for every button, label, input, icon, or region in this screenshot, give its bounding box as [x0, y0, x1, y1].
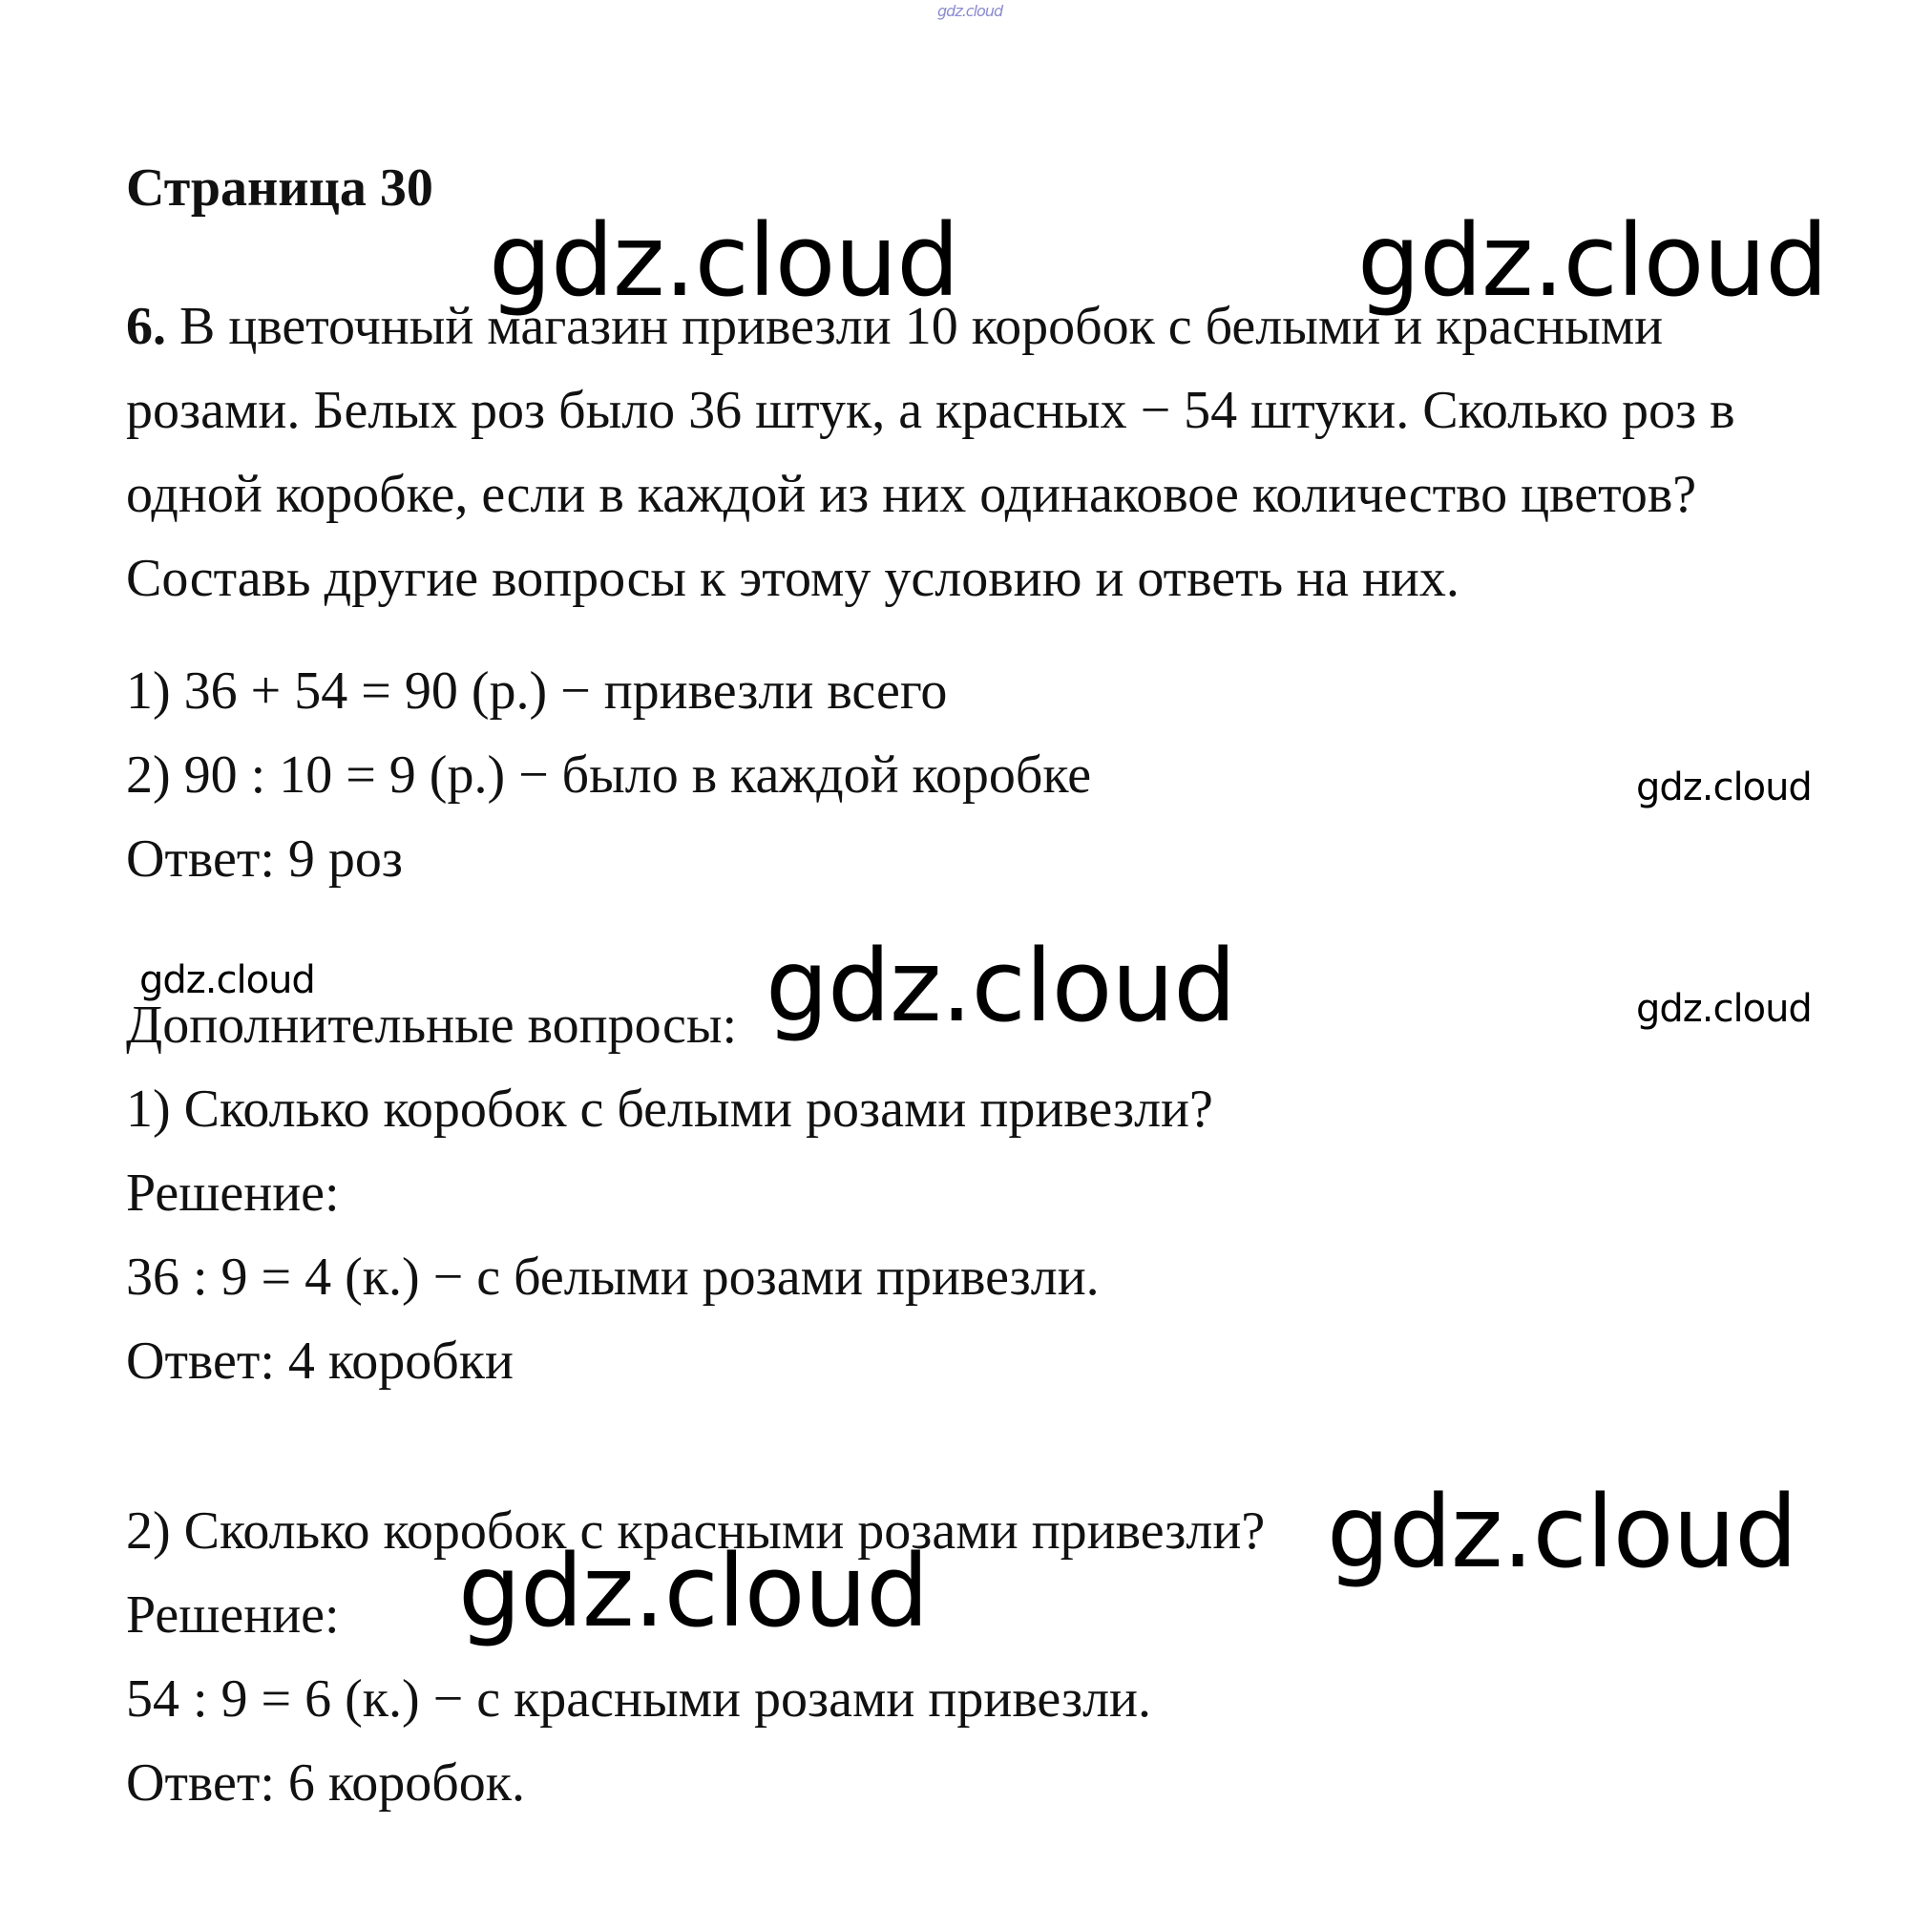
- solution-step-1: 1) 36 + 54 = 90 (р.) − привезли всего: [126, 661, 948, 721]
- extra-q1-answer: Ответ: 4 коробки: [126, 1332, 514, 1391]
- problem-line-2: розами. Белых роз было 36 штук, а красных − 54 штуки. Сколько роз в: [126, 381, 1735, 440]
- extra-q1-solution-label: Решение:: [126, 1164, 340, 1223]
- page-heading: Страница 30: [126, 158, 433, 218]
- watermark-large-1: gdz.cloud: [489, 202, 959, 319]
- problem-number: 6.: [126, 297, 166, 356]
- solution-answer: Ответ: 9 роз: [126, 829, 404, 889]
- watermark-small-3: gdz.cloud: [1636, 987, 1812, 1031]
- solution-step-2: 2) 90 : 10 = 9 (р.) − было в каждой коробке: [126, 745, 1092, 805]
- problem-text-line1: В цветочный магазин привезли 10 коробок с белыми и красными: [166, 297, 1664, 356]
- extra-q1-question: 1) Сколько коробок с белыми розами привезли?: [126, 1080, 1213, 1139]
- extra-q2-answer: Ответ: 6 коробок.: [126, 1753, 525, 1813]
- extra-q2-calc: 54 : 9 = 6 (к.) − с красными розами привезли.: [126, 1669, 1152, 1729]
- extra-q1-calc: 36 : 9 = 4 (к.) − с белыми розами привезли.: [126, 1248, 1100, 1307]
- watermark-large-4: gdz.cloud: [1327, 1474, 1797, 1590]
- watermark-large-2: gdz.cloud: [1357, 202, 1828, 319]
- watermark-top-small: gdz.cloud: [937, 2, 1003, 20]
- watermark-large-5: gdz.cloud: [458, 1533, 929, 1649]
- problem-line-3: одной коробке, если в каждой из них одинаковое количество цветов?: [126, 465, 1697, 524]
- watermark-small-2: gdz.cloud: [139, 958, 315, 1002]
- problem-line-4: Составь другие вопросы к этому условию и ответь на них.: [126, 549, 1460, 608]
- extra-heading: Дополнительные вопросы:: [126, 996, 738, 1055]
- watermark-small-1: gdz.cloud: [1636, 766, 1812, 809]
- watermark-large-3: gdz.cloud: [766, 928, 1236, 1044]
- extra-q2-solution-label: Решение:: [126, 1585, 340, 1645]
- extra-q2-question: 2) Сколько коробок с красными розами привезли?: [126, 1501, 1266, 1561]
